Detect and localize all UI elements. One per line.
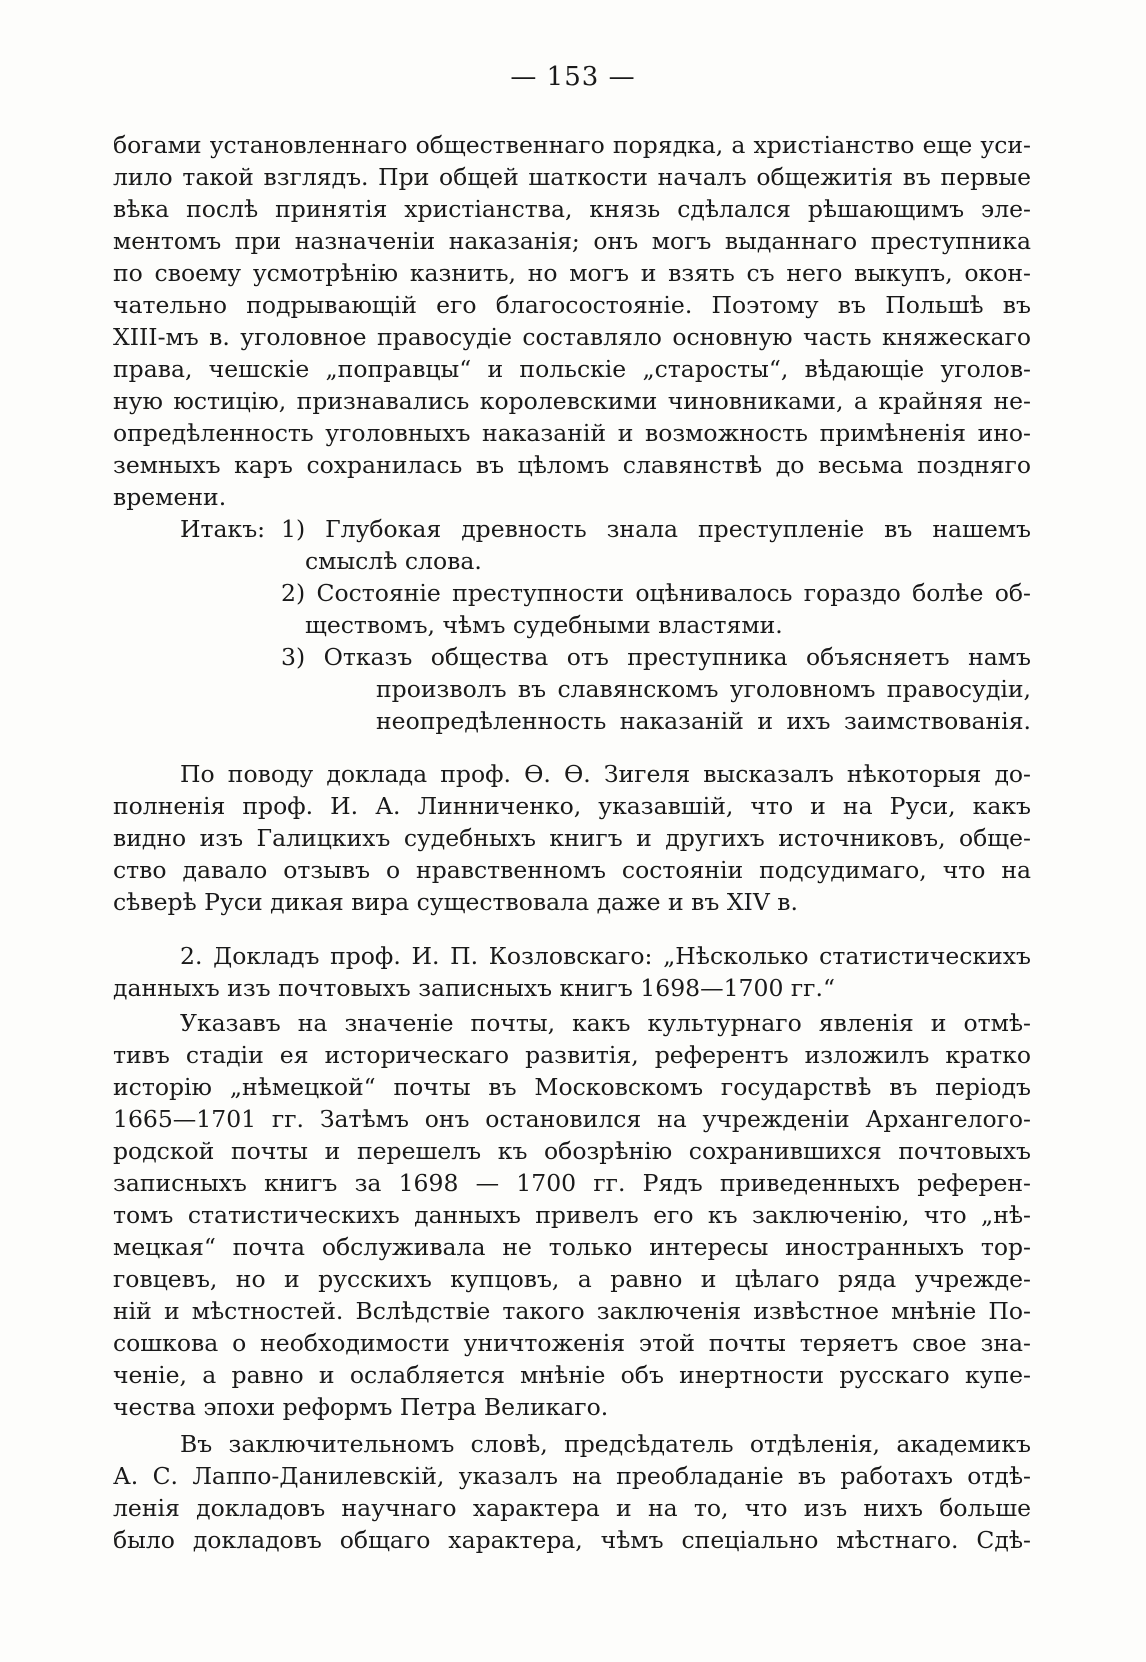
text-line: богами установленнаго общественнаго порядка, а христіанство еще уси- bbox=[113, 131, 1031, 159]
text-line: времени. bbox=[113, 483, 227, 511]
list-lead: Итакъ: bbox=[180, 515, 266, 543]
text-line: томъ статистическихъ данныхъ привелъ его къ заключенію, что „нѣ- bbox=[113, 1201, 1031, 1229]
text-line: ленія докладовъ научнаго характера и на то, что изъ нихъ больше bbox=[113, 1494, 1031, 1522]
text-line: по своему усмотрѣнію казнить, но могъ и взять съ него выкупъ, окон- bbox=[113, 259, 1031, 287]
text-line: исторію „нѣмецкой“ почты въ Московскомъ государствѣ въ періодъ bbox=[113, 1073, 1031, 1101]
text-line: вѣка послѣ принятія христіанства, князь сдѣлался рѣшающимъ эле- bbox=[113, 195, 1031, 223]
text-line: права, чешскіе „поправцы“ и польскіе „старосты“, вѣдающіе уголов- bbox=[113, 355, 1031, 383]
text-line: было докладовъ общаго характера, чѣмъ спеціально мѣстнаго. Сдѣ- bbox=[113, 1526, 1031, 1554]
list-item-1-cont: смыслѣ слова. bbox=[305, 547, 482, 575]
text-line: чества эпохи реформъ Петра Великаго. bbox=[113, 1393, 609, 1421]
text-line: записныхъ книгъ за 1698 — 1700 гг. Рядъ приведенныхъ референ- bbox=[113, 1169, 1031, 1197]
list-item-1: 1) Глубокая древность знала преступленіе въ нашемъ bbox=[281, 515, 1031, 543]
text-line: опредѣленность уголовныхъ наказаній и возможность примѣненія ино- bbox=[113, 419, 1031, 447]
text-line: Въ заключительномъ словѣ, предсѣдатель отдѣленія, академикъ bbox=[180, 1430, 1031, 1458]
text-line: тивъ стадіи ея историческаго развитія, референтъ изложилъ кратко bbox=[113, 1041, 1031, 1069]
text-line: видно изъ Галицкихъ судебныхъ книгъ и другихъ источниковъ, обще- bbox=[113, 824, 1031, 852]
text-line: ній и мѣстностей. Вслѣдствіе такого заключенія извѣстное мнѣніе По- bbox=[113, 1297, 1031, 1325]
text-line: говцевъ, но и русскихъ купцовъ, а равно и цѣлаго ряда учрежде- bbox=[113, 1265, 1031, 1293]
text-line: А. С. Лаппо-Данилевскій, указалъ на преобладаніе въ работахъ отдѣ- bbox=[113, 1462, 1031, 1490]
list-item-3-cont: произволъ въ славянскомъ уголовномъ правосудіи, bbox=[376, 675, 1031, 703]
text-line: По поводу доклада проф. Ѳ. Ѳ. Зигеля высказалъ нѣкоторыя до- bbox=[180, 760, 1031, 788]
text-line: земныхъ каръ сохранилась въ цѣломъ славянствѣ до весьма поздняго bbox=[113, 451, 1031, 479]
text-line: 1665—1701 гг. Затѣмъ онъ остановился на учрежденіи Архангелого- bbox=[113, 1105, 1031, 1133]
list-item-2-cont: ществомъ, чѣмъ судебными властями. bbox=[305, 611, 783, 639]
text-line: XIII-мъ в. уголовное правосудіе составляло основную часть княжескаго bbox=[113, 323, 1031, 351]
text-line: родской почты и перешелъ къ обозрѣнію сохранившихся почтовыхъ bbox=[113, 1137, 1031, 1165]
text-line: сошкова о необходимости уничтоженія этой почты теряетъ свое зна- bbox=[113, 1329, 1031, 1357]
text-line: данныхъ изъ почтовыхъ записныхъ книгъ 1698—1700 гг.“ bbox=[113, 974, 835, 1002]
text-line: ную юстицію, признавались королевскими чиновниками, а крайняя не- bbox=[113, 387, 1031, 415]
text-line: ментомъ при назначеніи наказанія; онъ могъ выданнаго преступника bbox=[113, 227, 1031, 255]
text-line: ство давало отзывъ о нравственномъ состояніи подсудимаго, что на bbox=[113, 856, 1031, 884]
list-item-3: 3) Отказъ общества отъ преступника объясняетъ намъ bbox=[281, 643, 1031, 671]
text-line: сѣверѣ Руси дикая вира существовала даже и въ XIV в. bbox=[113, 888, 798, 916]
text-line: 2. Докладъ проф. И. П. Козловскаго: „Нѣсколько статистическихъ bbox=[180, 942, 1031, 970]
text-line: ченіе, а равно и ослабляется мнѣніе объ инертности русскаго купе- bbox=[113, 1361, 1031, 1389]
text-line: лило такой взглядъ. При общей шаткости началъ общежитія въ первые bbox=[113, 163, 1031, 191]
list-item-3-cont: неопредѣленность наказаній и ихъ заимствованія. bbox=[376, 707, 1031, 735]
list-item-2: 2) Состояніе преступности оцѣнивалось гораздо болѣе об- bbox=[281, 579, 1031, 607]
text-line: мецкая“ почта обслуживала не только интересы иностранныхъ тор- bbox=[113, 1233, 1031, 1261]
text-line: чательно подрывающій его благосостояніе. Поэтому въ Польшѣ въ bbox=[113, 291, 1031, 319]
text-line: полненія проф. И. А. Линниченко, указавшій, что и на Руси, какъ bbox=[113, 792, 1031, 820]
page-number: — 153 — bbox=[510, 62, 636, 92]
text-line: Указавъ на значеніе почты, какъ культурнаго явленія и отмѣ- bbox=[180, 1009, 1031, 1037]
